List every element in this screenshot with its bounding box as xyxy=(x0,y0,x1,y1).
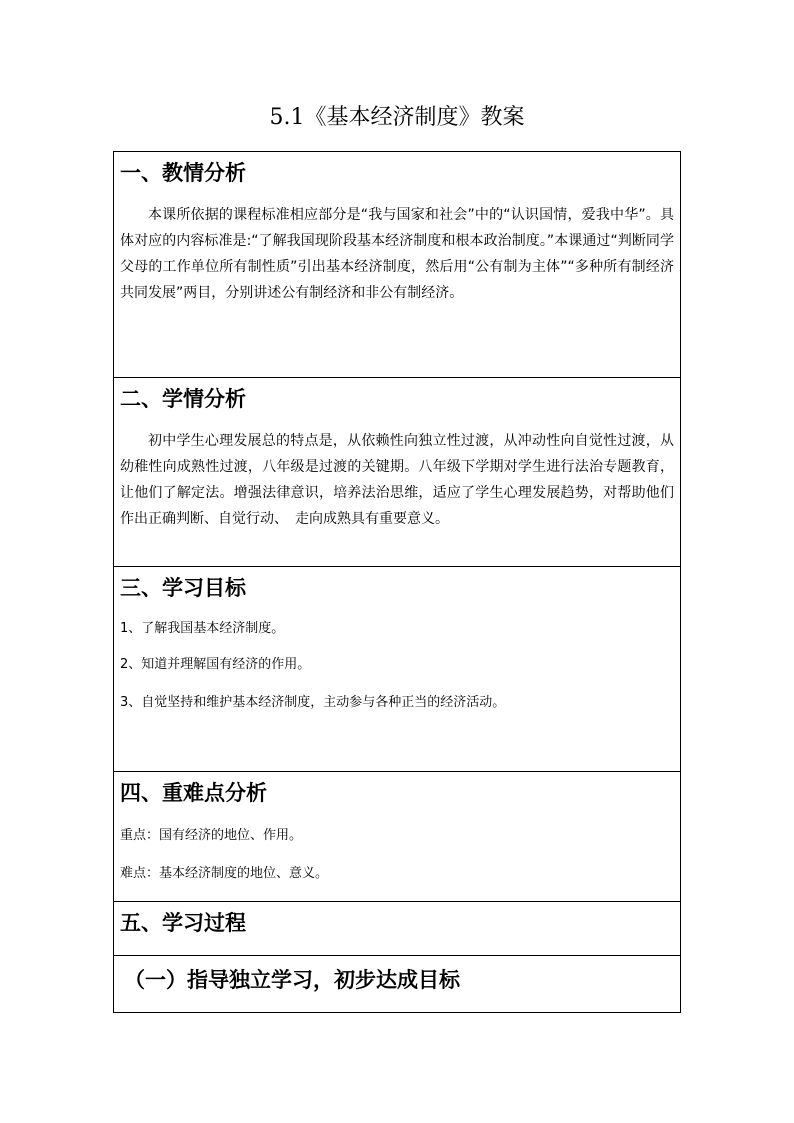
section-heading: 五、学习过程 xyxy=(120,910,246,935)
lesson-plan-table xyxy=(113,151,688,1013)
goal-item: 2、知道并理解国有经济的作用。 xyxy=(120,657,311,672)
section-key-points xyxy=(114,772,680,902)
section-paragraph: 本课所依据的课程标准相应部分是“我与国家和社会”中的“认识国情，爱我中华”。具体对应的内容标准是:“了解我国现阶段基本经济制度和根本政治制度。”本课通过“判断同学父母的工作单位所有制性质”引出基本经济制度，然后用“公有制为主体”“多种所有制经济共同发展”两目，分别讲述公有制经济和非公有制经济。 xyxy=(120,207,674,301)
key-point-item: 重点：国有经济的地位、作用。 xyxy=(120,828,303,843)
section-heading: 一、教情分析 xyxy=(120,160,246,185)
section-student-analysis xyxy=(114,378,688,567)
section-heading: 三、学习目标 xyxy=(120,575,246,600)
document-title: 5.1《基本经济制度》教案 xyxy=(269,105,525,130)
section-learning-goals xyxy=(114,567,680,772)
section-heading: 二、学情分析 xyxy=(120,386,246,411)
section-paragraph: 初中学生心理发展总的特点是，从依赖性向独立性过渡，从冲动性向自觉性过渡，从幼稚性向成熟性过渡，八年级是过渡的关键期。八年级下学期对学生进行法治专题教育，让他们了解定法。增强法律意识，培养法治思维，适应了学生心理发展趋势，对帮助他们 作出正确判断、自觉行动、 走向成熟具有重要意义。 xyxy=(120,433,688,527)
goal-item: 3、自觉坚持和维护基本经济制度，主动参与各种正当的经济活动。 xyxy=(120,695,506,710)
section-heading: 四、重难点分析 xyxy=(120,780,267,805)
section-learning-process xyxy=(114,902,680,956)
goal-item: 1、了解我国基本经济制度。 xyxy=(120,621,285,636)
difficult-point-item: 难点：基本经济制度的地位、意义。 xyxy=(120,866,329,881)
section-heading: （一）指导独立学习，初步达成目标 xyxy=(124,967,460,992)
section-subheading-guided-study xyxy=(114,956,680,1012)
section-teaching-analysis xyxy=(114,152,680,378)
